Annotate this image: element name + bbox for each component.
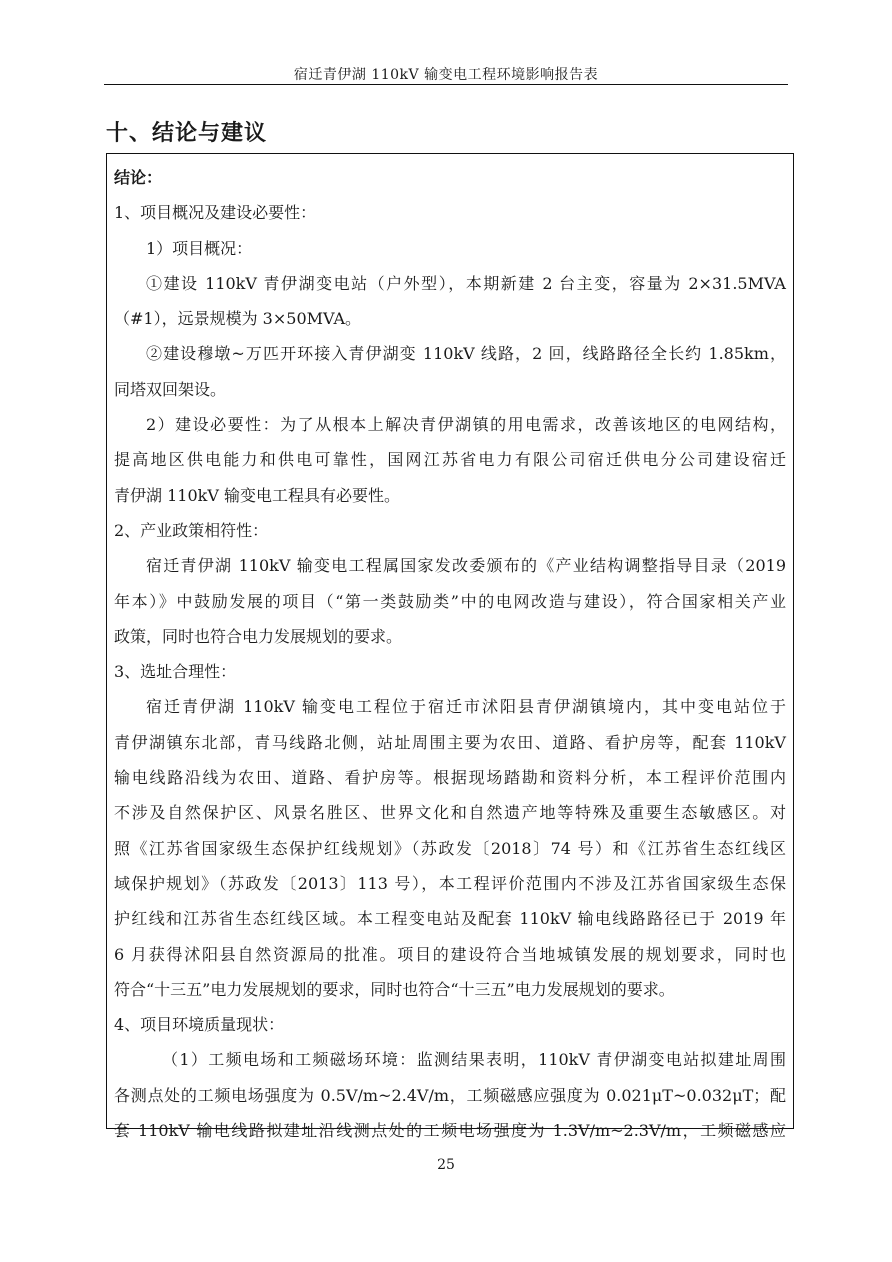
text-line: ②建设穆墩~万匹开环接入青伊湖变 110kV 线路，2 回，线路路径全长约 1.85km， [146, 344, 786, 364]
text-line: 不涉及自然保护区、风景名胜区、世界文化和自然遗产地等特殊及重要生态敏感区。对 [114, 803, 786, 823]
text-line: 提高地区供电能力和供电可靠性，国网江苏省电力有限公司宿迁供电分公司建设宿迁 [114, 450, 786, 470]
section-title: 十、结论与建议 [106, 121, 268, 146]
subsection-heading: 3、选址合理性： [114, 662, 237, 682]
text-line: （1）工频电场和工频磁场环境：监测结果表明，110kV 青伊湖变电站拟建址周围 [162, 1050, 786, 1070]
text-line: 护红线和江苏省生态红线区域。本工程变电站及配套 110kV 输电线路路径已于 2019 年 [114, 909, 786, 929]
text-line: 各测点处的工频电场强度为 0.5V/m~2.4V/m，工频磁感应强度为 0.021μT~0.032μT；配 [114, 1085, 786, 1105]
text-line: 域保护规划》（苏政发〔2013〕113 号），本工程评价范围内不涉及江苏省国家级生态保 [114, 873, 786, 893]
text-line: 输电线路沿线为农田、道路、看护房等。根据现场踏勘和资料分析，本工程评价范围内 [114, 768, 786, 788]
text-line: 套 110kV 输电线路拟建址沿线测点处的工频电场强度为 1.3V/m~2.3V/m，工频磁感应 [114, 1121, 786, 1141]
subsection-heading: 1、项目概况及建设必要性： [114, 203, 317, 223]
report-header: 宿迁青伊湖 110kV 输变电工程环境影响报告表 [293, 67, 599, 83]
text-line: 6 月获得沭阳县自然资源局的批准。项目的建设符合当地城镇发展的规划要求，同时也 [114, 944, 786, 964]
text-line: 宿迁青伊湖 110kV 输变电工程属国家发改委颁布的《产业结构调整指导目录（2019 [146, 556, 786, 576]
page-number: 25 [437, 1157, 455, 1173]
text-line: 符合“十三五”电力发展规划的要求，同时也符合“十三五”电力发展规划的要求。 [114, 979, 675, 999]
text-line: 宿迁青伊湖 110kV 输变电工程位于宿迁市沭阳县青伊湖镇境内，其中变电站位于 [146, 697, 786, 717]
conclusion-heading: 结论： [114, 168, 163, 187]
conclusion-content [114, 160, 786, 1148]
text-line: 青伊湖镇东北部，青马线路北侧，站址周围主要为农田、道路、看护房等，配套 110kV [114, 732, 786, 752]
item-heading: 1）项目概况： [146, 238, 253, 258]
text-line: 同塔双回架设。 [114, 379, 227, 399]
text-line: 青伊湖 110kV 输变电工程具有必要性。 [114, 485, 400, 505]
subsection-heading: 2、产业政策相符性： [114, 520, 269, 540]
text-line: 政策，同时也符合电力发展规划的要求。 [114, 626, 403, 646]
text-line: 照《江苏省国家级生态保护红线规划》（苏政发〔2018〕74 号）和《江苏省生态红线区 [114, 838, 786, 858]
text-line: ①建设 110kV 青伊湖变电站（户外型），本期新建 2 台主变，容量为 2×31.5MVA [146, 273, 786, 293]
text-line: 2）建设必要性：为了从根本上解决青伊湖镇的用电需求，改善该地区的电网结构， [146, 415, 786, 435]
header-divider [104, 84, 788, 85]
text-line: （#1），远景规模为 3×50MVA。 [114, 309, 362, 329]
text-line: 年本）》中鼓励发展的项目（“第一类鼓励类”中的电网改造与建设），符合国家相关产业 [114, 591, 786, 611]
subsection-heading: 4、项目环境质量现状： [114, 1015, 285, 1035]
